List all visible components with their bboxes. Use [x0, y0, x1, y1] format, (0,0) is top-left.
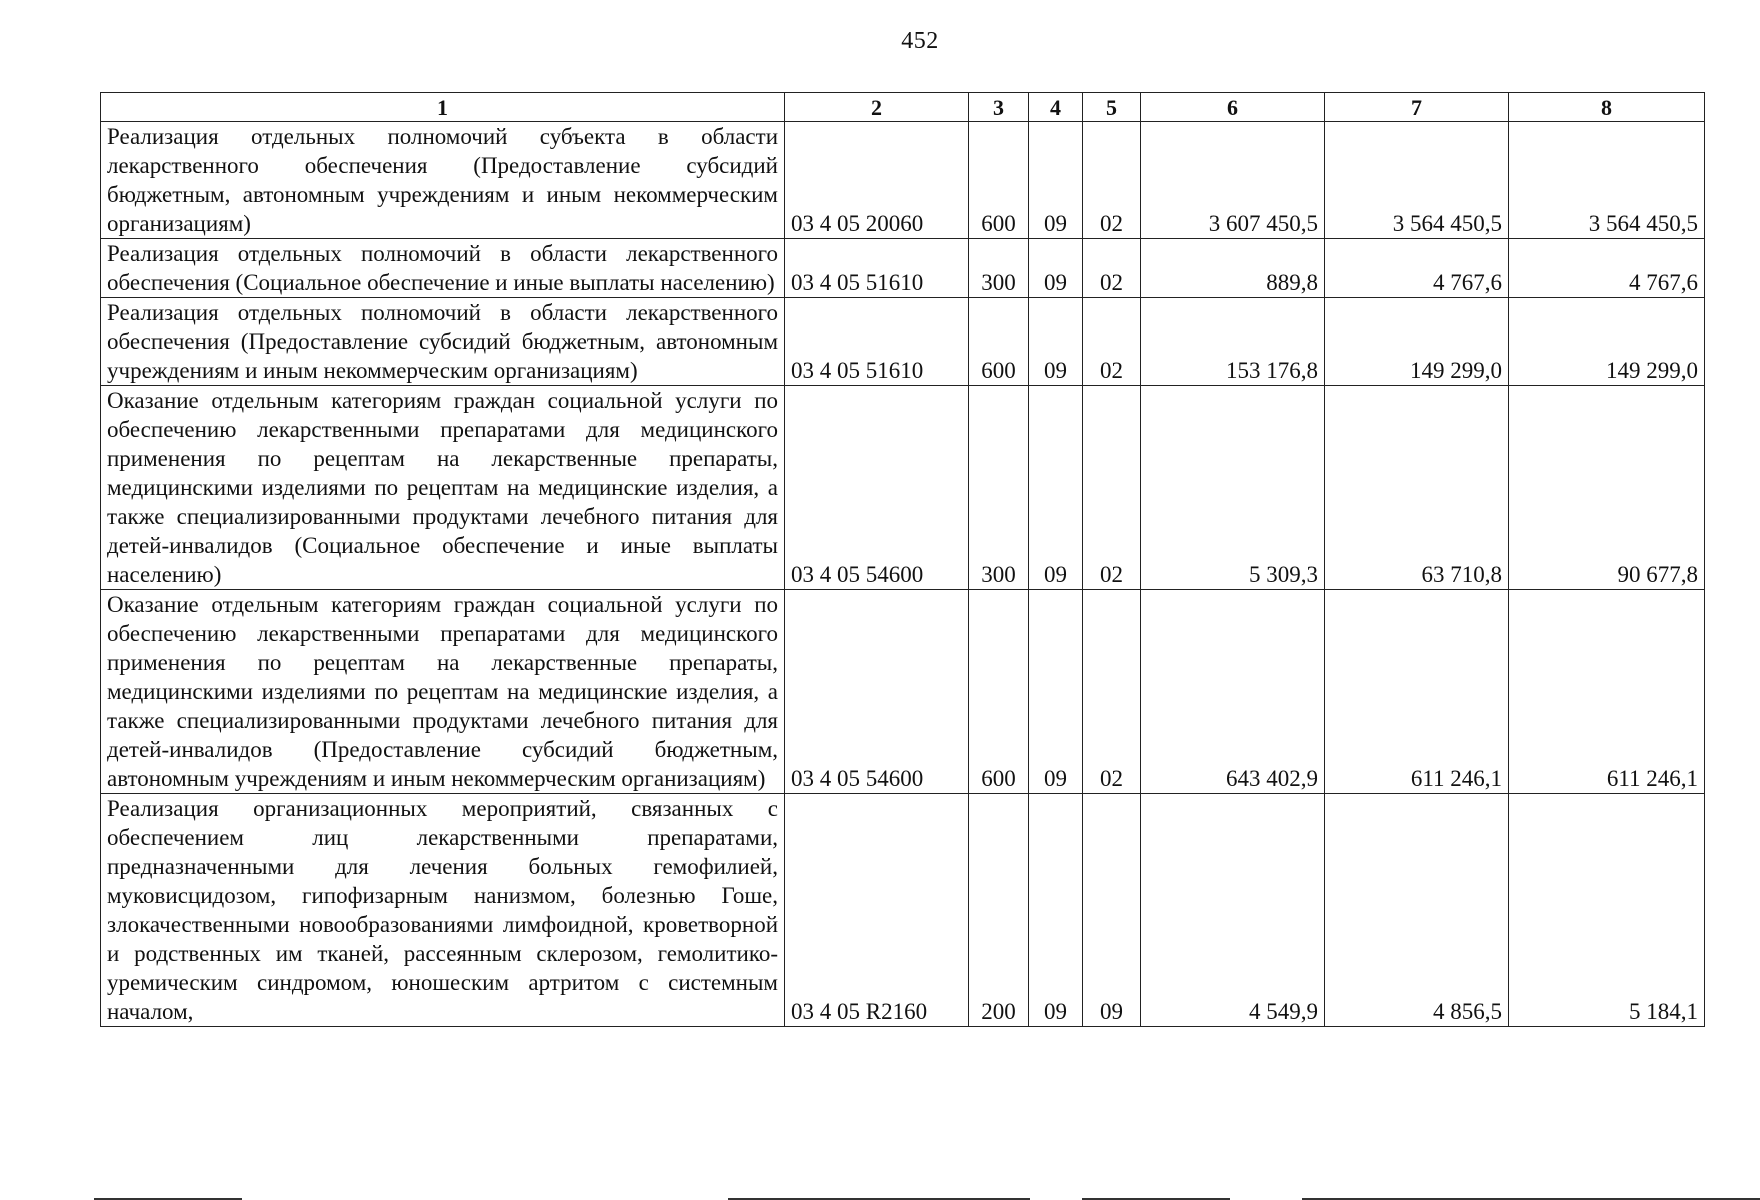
page-number: 452 [901, 28, 939, 54]
column-header-7: 7 [1325, 93, 1509, 122]
row-subsection: 02 [1083, 122, 1141, 239]
row-target-code: 03 4 05 51610 [785, 239, 969, 298]
row-expense-type: 300 [969, 386, 1029, 590]
budget-table [100, 92, 1705, 1027]
column-header-2: 2 [785, 93, 969, 122]
row-section: 09 [1029, 298, 1083, 386]
row-target-code: 03 4 05 54600 [785, 590, 969, 794]
row-section: 09 [1029, 794, 1083, 1027]
row-amount-col8: 90 677,8 [1509, 386, 1705, 590]
row-description: Реализация организационных мероприятий, связанных с обеспечением лиц лекарственными препаратами, предназначенными для лечения больных гемофилией, муковисцидозом, гипофизарным нанизмом, болезнью Гоше, злокачественными новообразованиями лимфоидной, кроветворной и родственных им тканей, рассеянным склерозом, гемолитико-уремическим синдромом, юношеским артритом с системным началом, [101, 794, 785, 1027]
footer-rule [94, 1198, 242, 1200]
row-target-code: 03 4 05 20060 [785, 122, 969, 239]
column-header-6: 6 [1141, 93, 1325, 122]
table-row [101, 122, 1705, 239]
row-amount-col6: 889,8 [1141, 239, 1325, 298]
row-amount-col8: 149 299,0 [1509, 298, 1705, 386]
row-section: 09 [1029, 590, 1083, 794]
row-description: Оказание отдельным категориям граждан социальной услуги по обеспечению лекарственными препаратами для медицинского применения по рецептам на лекарственные препараты, медицинскими изделиями по рецептам на медицинские изделия, а также специализированными продуктами лечебного питания для детей-инвалидов (Социальное обеспечение и иные выплаты населению) [101, 386, 785, 590]
row-amount-col6: 643 402,9 [1141, 590, 1325, 794]
row-expense-type: 200 [969, 794, 1029, 1027]
row-section: 09 [1029, 122, 1083, 239]
footer-rule [1302, 1198, 1760, 1200]
row-description: Оказание отдельным категориям граждан социальной услуги по обеспечению лекарственными препаратами для медицинского применения по рецептам на лекарственные препараты, медицинскими изделиями по рецептам на медицинские изделия, а также специализированными продуктами лечебного питания для детей-инвалидов (Предоставление субсидий бюджетным, автономным учреждениям и иным некоммерческим организациям) [101, 590, 785, 794]
table-row [101, 590, 1705, 794]
table-row [101, 386, 1705, 590]
column-header-5: 5 [1083, 93, 1141, 122]
row-subsection: 09 [1083, 794, 1141, 1027]
row-expense-type: 600 [969, 122, 1029, 239]
row-subsection: 02 [1083, 239, 1141, 298]
row-target-code: 03 4 05 54600 [785, 386, 969, 590]
row-amount-col7: 149 299,0 [1325, 298, 1509, 386]
row-target-code: 03 4 05 51610 [785, 298, 969, 386]
row-amount-col7: 611 246,1 [1325, 590, 1509, 794]
table-row [101, 239, 1705, 298]
row-amount-col8: 4 767,6 [1509, 239, 1705, 298]
row-subsection: 02 [1083, 298, 1141, 386]
row-expense-type: 600 [969, 590, 1029, 794]
row-subsection: 02 [1083, 590, 1141, 794]
row-amount-col7: 63 710,8 [1325, 386, 1509, 590]
row-target-code: 03 4 05 R2160 [785, 794, 969, 1027]
row-amount-col8: 3 564 450,5 [1509, 122, 1705, 239]
header-row [101, 93, 1705, 122]
row-description: Реализация отдельных полномочий в области лекарственного обеспечения (Предоставление субсидий бюджетным, автономным учреждениям и иным некоммерческим организациям) [101, 298, 785, 386]
column-header-8: 8 [1509, 93, 1705, 122]
column-header-1: 1 [101, 93, 785, 122]
row-amount-col6: 4 549,9 [1141, 794, 1325, 1027]
row-amount-col6: 153 176,8 [1141, 298, 1325, 386]
row-expense-type: 600 [969, 298, 1029, 386]
row-subsection: 02 [1083, 386, 1141, 590]
row-amount-col7: 3 564 450,5 [1325, 122, 1509, 239]
row-section: 09 [1029, 239, 1083, 298]
row-amount-col6: 3 607 450,5 [1141, 122, 1325, 239]
column-header-3: 3 [969, 93, 1029, 122]
row-amount-col7: 4 856,5 [1325, 794, 1509, 1027]
row-section: 09 [1029, 386, 1083, 590]
row-amount-col7: 4 767,6 [1325, 239, 1509, 298]
column-header-4: 4 [1029, 93, 1083, 122]
row-expense-type: 300 [969, 239, 1029, 298]
row-description: Реализация отдельных полномочий в области лекарственного обеспечения (Социальное обеспечение и иные выплаты населению) [101, 239, 785, 298]
row-amount-col8: 5 184,1 [1509, 794, 1705, 1027]
row-amount-col8: 611 246,1 [1509, 590, 1705, 794]
footer-rule [728, 1198, 1030, 1200]
table-row [101, 298, 1705, 386]
table-row [101, 794, 1705, 1027]
footer-rule [1082, 1198, 1230, 1200]
row-amount-col6: 5 309,3 [1141, 386, 1325, 590]
row-description: Реализация отдельных полномочий субъекта в области лекарственного обеспечения (Предоставление субсидий бюджетным, автономным учреждениям и иным некоммерческим организациям) [101, 122, 785, 239]
